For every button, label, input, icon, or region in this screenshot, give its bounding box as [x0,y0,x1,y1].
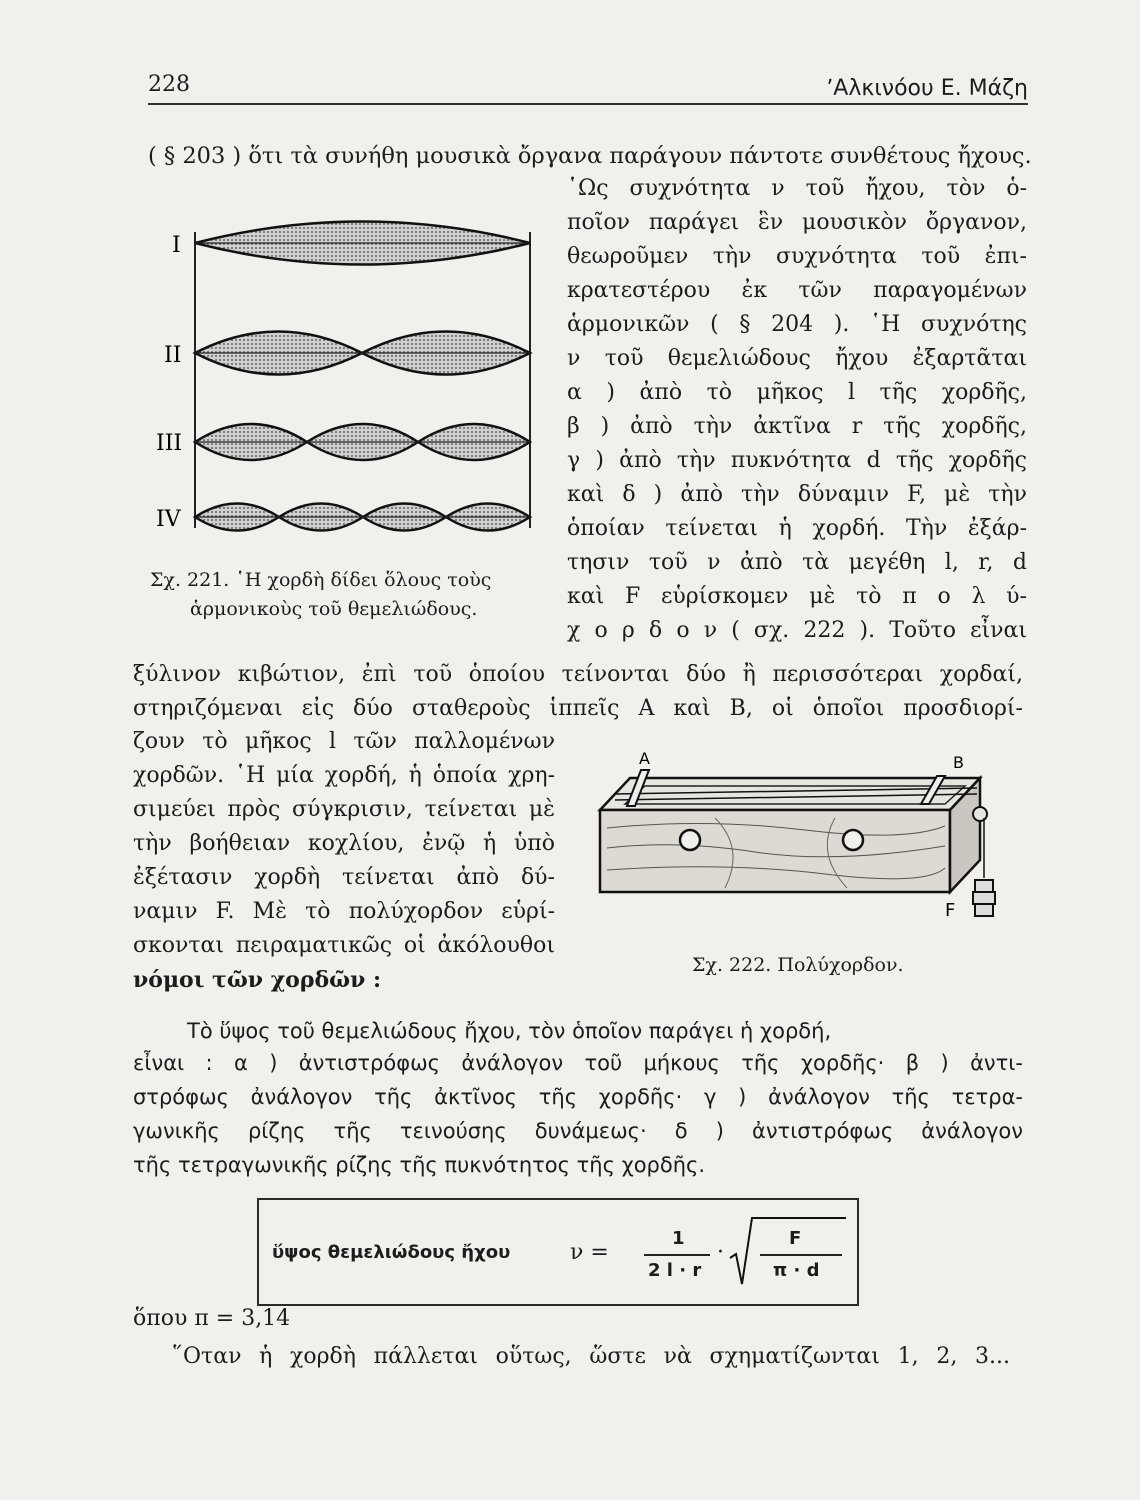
figure-222-caption: Σχ. 222. Πολύχορδον. [692,954,904,976]
law-line: γωνικῆς ρίζης τῆς τεινούσης δυνάμεως· δ ) ἀντιστρόφως ἀνάλογον [133,1119,1023,1143]
law-line: στρόφως ἀνάλογον τῆς ἀκτῖνος τῆς χορδῆς· γ ) ἀνάλογον τῆς τετρα- [133,1085,1023,1109]
right-line: θεωροῦμεν τὴν συχνότητα τοῦ ἐπι- [567,244,1027,269]
left-line: ἐξέτασιν χορδὴ τείνεται ἀπὸ δύ- [133,865,555,890]
figure-221-caption-1: Σχ. 221. ῾Η χορδὴ δίδει ὅλους τοὺς [150,569,492,591]
law-line: Τὸ ὕψος τοῦ θεμελιώδους ἤχου, τὸν ὁποῖον παράγει ἡ χορδή, [187,1019,832,1043]
left-line: σκονται πειραματικῶς οἱ ἀκόλουθοι [133,933,555,958]
right-column [567,172,1027,648]
right-line: α ) ἀπὸ τὸ μῆκος l τῆς χορδῆς, [567,380,1027,405]
right-line: καὶ δ ) ἀπὸ τὴν δύναμιν F, μὲ τὴν [567,482,1027,507]
right-line: ὁποίαν τείνεται ἡ χορδή. Τὴν ἐξάρ- [567,516,1027,541]
body-line-full: στηριζόμεναι εἰς δύο σταθεροὺς ἱππεῖς Α καὶ Β, οἱ ὁποῖοι προσδιορί- [133,696,1023,721]
left-line: τὴν βοήθειαν κοχλίου, ἐνῷ ἡ ὑπὸ [133,831,555,856]
left-line: ζουν τὸ μῆκος l τῶν παλλομένων [133,729,555,754]
bridge-label-a: A [639,749,650,768]
figure-221-caption-2: ἁρμονικοὺς τοῦ θεμελιώδους. [190,598,478,620]
right-line: τησιν τοῦ ν ἀπὸ τὰ μεγέθη l, r, d [567,550,1027,575]
body-line-full: ξύλινον κιβώτιον, ἐπὶ τοῦ ὁποίου τείνονται δύο ἢ περισσότεραι χορδαί, [133,662,1023,687]
body-line-1: ( § 203 ) ὅτι τὰ συνήθη μουσικὰ ὄργανα παράγουν πάντοτε συνθέτους ἤχους. [148,143,1032,169]
figure-222-polychord [585,748,1005,948]
weight-label-f: F [945,900,956,921]
bridge-label-b: B [953,753,964,772]
header-rule [148,103,1028,105]
mode-label-1: I [172,233,181,258]
left-line: ναμιν F. Μὲ τὸ πολύχορδον εὑρί- [133,899,555,924]
laws-heading: νόμοι τῶν χορδῶν : [133,967,382,993]
mode-label-3: III [156,431,183,456]
right-line: γ ) ἀπὸ τὴν πυκνότητα d τῆς χορδῆς [567,448,1027,473]
formula-label: ὕψος θεμελιώδους ἤχου [272,1242,511,1263]
formula-numerator: 1 [672,1228,685,1249]
running-title: ʼΑλκινόου Ε. Μάζη [826,76,1028,101]
right-line: β ) ἀπὸ τὴν ἀκτῖνα r τῆς χορδῆς, [567,414,1027,439]
formula-dot: · [717,1240,724,1265]
left-line: χορδῶν. ῾Η μία χορδή, ἡ ὁποία χρη- [133,763,555,788]
right-line: ἁρμονικῶν ( § 204 ). ῾Η συχνότης [567,312,1027,337]
formula-lhs: ν = [570,1240,609,1265]
right-line: κρατεστέρου ἐκ τῶν παραγομένων [567,278,1027,303]
right-line: ποῖον παράγει ἓν μουσικὸν ὄργανον, [567,210,1027,235]
law-line: τῆς τετραγωνικῆς ρίζης τῆς πυκνότητος τῆς χορδῆς. [133,1153,706,1177]
right-line: καὶ F εὑρίσκομεν μὲ τὸ π ο λ ύ- [567,584,1027,609]
radical-denominator: π · d [773,1260,820,1281]
left-line: σιμεύει πρὸς σύγκρισιν, τείνεται μὲ [133,797,555,822]
page-number: 228 [148,72,190,97]
radical-numerator: F [789,1228,802,1249]
last-line: ῞Οταν ἡ χορδὴ πάλλεται οὕτως, ὥστε νὰ σχηματίζωνται 1, 2, 3... [172,1344,1010,1369]
formula-denominator: 2 l · r [648,1260,702,1281]
right-line: ῾Ως συχνότητα ν τοῦ ἤχου, τὸν ὁ- [567,176,1027,201]
right-line: ν τοῦ θεμελιώδους ἤχου ἐξαρτᾶται [567,346,1027,371]
left-column [133,725,555,997]
mode-label-2: II [164,343,182,368]
where-line: ὅπου π = 3,14 [133,1306,291,1331]
figure-221-harmonics [150,210,550,550]
right-line: χ ο ρ δ ο ν ( σχ. 222 ). Τοῦτο εἶναι [567,618,1027,643]
mode-label-4: IV [156,507,181,532]
law-line: εἶναι : α ) ἀντιστρόφως ἀνάλογον τοῦ μήκους τῆς χορδῆς· β ) ἀντι- [133,1051,1023,1075]
